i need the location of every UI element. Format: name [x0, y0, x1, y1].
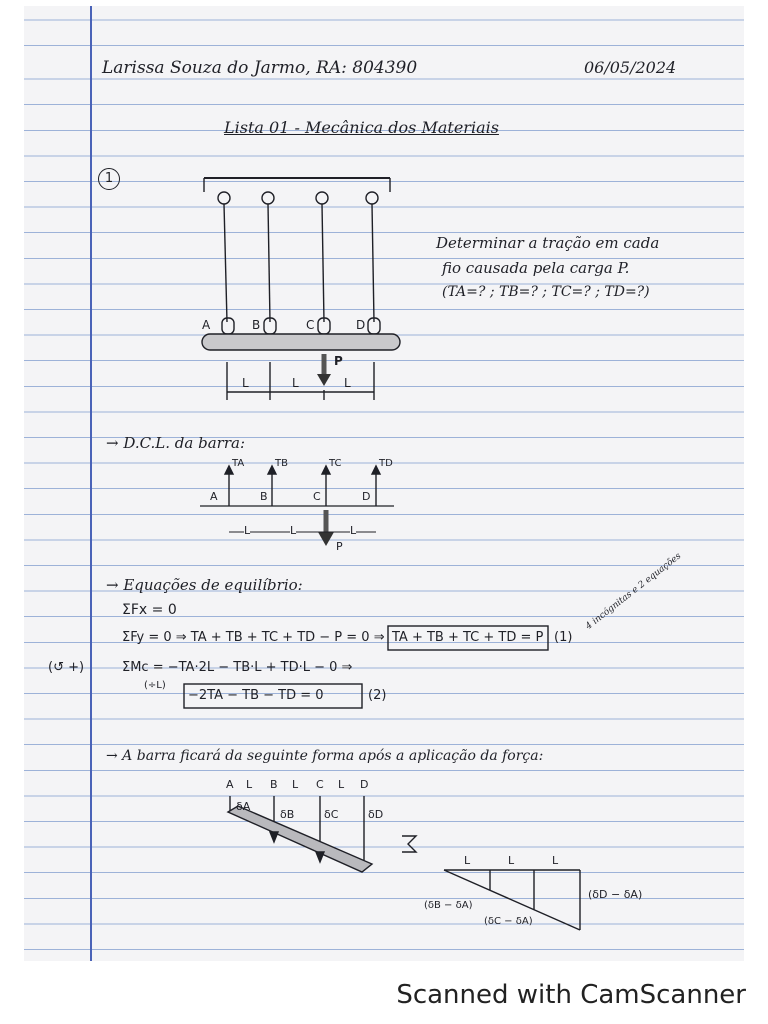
eq-mc: ΣMc = −TA·2L − TB·L + TD·L − 0 ⇒ [122, 660, 353, 675]
dcl-force-tb: TB [275, 458, 288, 469]
scanner-footer [0, 972, 768, 1022]
statement-line1: Determinar a tração em cada [436, 234, 660, 252]
eq-mc-sign: (↺ +) [48, 660, 85, 675]
def-spacing-2: L [292, 778, 299, 791]
tri-label-3: L [552, 854, 559, 867]
dcl-force-td: TD [379, 458, 393, 469]
fig1-label-b: B [252, 318, 261, 332]
tri-label-1: L [464, 854, 471, 867]
eq-mc-boxed: −2TA − TB − TD = 0 [188, 688, 324, 703]
dcl-spacing-1: L [244, 524, 251, 537]
eq-mc-mult: (÷L) [144, 680, 166, 691]
def-point-c: C [316, 778, 324, 791]
eq-fy-number: (1) [554, 630, 573, 645]
def-spacing-1: L [246, 778, 253, 791]
def-delta-b: δB [280, 808, 295, 821]
fig1-label-a: A [202, 318, 211, 332]
dcl-point-d: D [362, 490, 371, 503]
dcl-point-b: B [260, 490, 268, 503]
dcl-point-a: A [210, 490, 218, 503]
scanner-watermark: Scanned with CamScanner [396, 980, 746, 1010]
def-delta-d: δD [368, 808, 384, 821]
fig1-spacing-3: L [344, 376, 351, 390]
tri-diff-c: (δC − δA) [484, 916, 533, 927]
equilibrium-heading: → Equações de equilíbrio: [106, 576, 303, 594]
fig1-spacing-2: L [292, 376, 299, 390]
dcl-spacing-3: L [350, 524, 357, 537]
notebook-page [24, 6, 744, 961]
fig1-label-d: D [356, 318, 366, 332]
def-point-d: D [360, 778, 369, 791]
unknowns: (TA=? ; TB=? ; TC=? ; TD=?) [442, 284, 650, 300]
dcl-heading: → D.C.L. da barra: [106, 434, 245, 452]
student-name: Larissa Souza do Jarmo, RA: 804390 [102, 58, 418, 78]
fig1-label-c: C [306, 318, 315, 332]
page-title: Lista 01 - Mecânica dos Materiais [224, 118, 499, 137]
deformation-heading: → A barra ficará da seguinte forma após a aplicação da força: [106, 748, 544, 764]
dcl-point-c: C [313, 490, 321, 503]
problem-number: 1 [98, 168, 120, 190]
eq-fy-boxed: TA + TB + TC + TD = P [392, 630, 544, 645]
def-point-b: B [270, 778, 278, 791]
eq-fx: ΣFx = 0 [122, 602, 177, 618]
side-note: 4 incógnitas e 2 equações [584, 551, 684, 632]
dcl-spacing-2: L [290, 524, 297, 537]
eq-mc-number: (2) [368, 688, 387, 703]
date: 06/05/2024 [584, 58, 677, 77]
def-point-a: A [226, 778, 234, 791]
fig1-load-label: P [334, 354, 343, 368]
def-spacing-3: L [338, 778, 345, 791]
dcl-force-ta: TA [232, 458, 245, 469]
def-delta-a: δA [236, 800, 251, 813]
eq-fy: ΣFy = 0 ⇒ TA + TB + TC + TD − P = 0 ⇒ [122, 630, 385, 645]
tri-diff-b: (δB − δA) [424, 900, 473, 911]
def-delta-c: δC [324, 808, 339, 821]
tri-label-2: L [508, 854, 515, 867]
figure-drawings [24, 6, 744, 961]
dcl-force-tc: TC [329, 458, 342, 469]
tri-diff-d: (δD − δA) [588, 888, 643, 901]
fig1-spacing-1: L [242, 376, 249, 390]
statement-line2: fio causada pela carga P. [442, 259, 630, 277]
dcl-load-label: P [336, 540, 343, 553]
